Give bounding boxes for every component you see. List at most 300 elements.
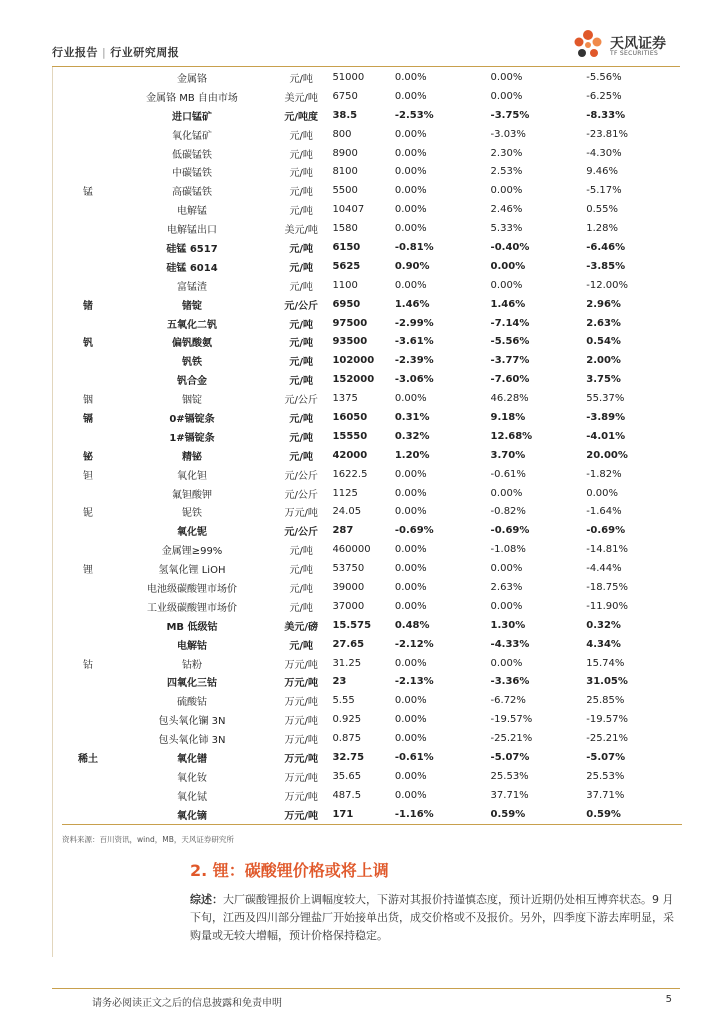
category-cell	[62, 276, 114, 295]
yearly-change-cell: -4.44%	[586, 563, 622, 575]
weekly-change-cell: 0.00%	[394, 90, 427, 102]
unit-cell: 元/吨度	[284, 111, 319, 123]
category-cell	[62, 635, 114, 654]
weekly-change-cell: 0.00%	[394, 563, 427, 575]
product-name-cell: 氧化钽	[177, 470, 208, 482]
category-cell	[62, 673, 114, 692]
table-row	[62, 125, 682, 144]
unit-cell: 元/吨	[289, 413, 314, 425]
unit-cell: 元/公斤	[284, 470, 318, 482]
category-cell	[62, 805, 114, 824]
yearly-change-cell: 0.54%	[586, 336, 621, 348]
unit-cell: 元/吨	[289, 565, 313, 577]
unit-cell: 元/公斤	[284, 395, 318, 407]
table-row	[62, 370, 682, 389]
weekly-change-cell: 1.46%	[394, 298, 430, 310]
monthly-change-cell: 2.63%	[490, 581, 523, 593]
yearly-change-cell: -11.90%	[586, 600, 628, 612]
yearly-change-cell: 55.37%	[586, 393, 625, 405]
table-row	[62, 276, 682, 295]
product-name-cell: 硅锰 6014	[166, 262, 218, 274]
section-title: 2. 锂：碳酸锂价格或将上调	[190, 861, 389, 880]
price-cell: 5.55	[332, 695, 355, 707]
monthly-change-cell: 2.53%	[490, 166, 523, 178]
table-row	[62, 521, 682, 540]
monthly-change-cell: 2.46%	[490, 204, 523, 216]
unit-cell: 万元/吨	[284, 697, 318, 709]
unit-cell: 万元/吨	[284, 659, 318, 671]
price-cell: 10407	[332, 204, 365, 216]
product-name-cell: 中碳锰铁	[172, 168, 213, 180]
weekly-change-cell: -1.16%	[395, 805, 491, 824]
monthly-change-cell: -5.07%	[490, 752, 530, 763]
weekly-change-cell: 0.00%	[394, 71, 427, 83]
price-cell: 102000	[332, 355, 375, 367]
product-name-cell: 四氧化三钴	[167, 678, 218, 690]
product-name-cell: 电解钴	[177, 640, 208, 652]
header-divider	[52, 66, 680, 67]
yearly-change-cell: 2.63%	[586, 317, 621, 329]
footer-divider	[52, 988, 680, 989]
weekly-change-cell: -2.99%	[394, 317, 434, 329]
price-cell: 23	[332, 676, 347, 688]
product-name-cell: 金属铬 MB 自由市场	[146, 92, 238, 104]
category-cell	[62, 786, 114, 805]
yearly-change-cell: 2.00%	[586, 355, 621, 367]
table-row	[62, 238, 682, 257]
price-cell: 6150	[332, 241, 361, 253]
category-cell	[62, 729, 114, 748]
price-cell: 35.65	[332, 770, 362, 782]
unit-cell: 元/吨	[289, 130, 313, 142]
table-row	[62, 408, 682, 427]
weekly-change-cell: 0.00%	[394, 695, 427, 707]
price-cell: 8900	[332, 147, 358, 159]
weekly-change-cell: 0.48%	[394, 619, 430, 631]
price-cell: 1100	[332, 279, 358, 291]
product-name-cell: MB 低级钴	[166, 621, 218, 633]
yearly-change-cell: 15.74%	[586, 657, 625, 669]
yearly-change-cell: 0.32%	[586, 619, 621, 631]
unit-cell: 元/公斤	[284, 300, 319, 312]
category-cell	[62, 257, 114, 276]
price-cell: 16050	[332, 411, 368, 423]
monthly-change-cell: 9.18%	[490, 411, 526, 423]
price-cell: 460000	[332, 544, 371, 556]
table-row	[62, 427, 682, 446]
category-cell	[62, 767, 114, 786]
table-row	[62, 710, 682, 729]
price-cell: 31.25	[332, 657, 362, 669]
price-table	[62, 68, 682, 825]
unit-cell: 元/吨	[289, 546, 313, 558]
weekly-change-cell: 0.00%	[394, 657, 427, 669]
product-name-cell: 富锰渣	[177, 281, 208, 293]
table-row	[62, 484, 682, 503]
price-cell: 6950	[332, 298, 361, 310]
table-row	[62, 597, 682, 616]
product-name-cell: 金属锂≥99%	[161, 546, 223, 558]
monthly-change-cell: -3.36%	[490, 676, 530, 688]
yearly-change-cell: -0.69%	[586, 525, 626, 537]
product-name-cell: 钒合金	[177, 376, 208, 388]
category-cell	[62, 219, 114, 238]
category-cell	[62, 370, 114, 389]
yearly-change-cell: -1.64%	[586, 506, 622, 518]
unit-cell: 元/吨	[289, 583, 313, 595]
category-cell	[62, 68, 114, 87]
logo-flower-icon	[570, 26, 606, 62]
weekly-change-cell: 0.00%	[394, 393, 427, 405]
category-cell	[62, 162, 114, 181]
page-number: 5	[665, 994, 672, 1005]
table-row	[62, 465, 682, 484]
product-name-cell: 进口锰矿	[172, 111, 213, 123]
footer-disclaimer: 请务必阅读正文之后的信息披露和免责申明	[92, 998, 282, 1009]
unit-cell: 万元/吨	[284, 772, 318, 784]
monthly-change-cell: -7.60%	[490, 374, 530, 386]
table-row	[62, 314, 682, 333]
yearly-change-cell: -6.25%	[586, 90, 622, 102]
weekly-change-cell: 0.32%	[394, 430, 430, 442]
table-row	[62, 87, 682, 106]
monthly-change-cell: -5.56%	[490, 336, 530, 348]
table-row	[62, 654, 682, 673]
product-name-cell: 工业级碳酸锂市场价	[147, 602, 238, 614]
price-cell: 15.575	[332, 619, 372, 631]
unit-cell: 元/公斤	[284, 489, 318, 501]
weekly-change-cell: -3.06%	[394, 374, 434, 386]
weekly-change-cell: 0.00%	[394, 468, 427, 480]
product-name-cell: 铌铁	[182, 508, 203, 520]
yearly-change-cell: 0.59%	[586, 805, 682, 824]
unit-cell: 元/吨	[289, 206, 313, 218]
monthly-change-cell: 3.70%	[490, 449, 526, 461]
category-cell	[62, 87, 114, 106]
table-row	[62, 578, 682, 597]
weekly-change-cell: 0.00%	[394, 581, 427, 593]
weekly-change-cell: 0.90%	[394, 260, 430, 272]
weekly-change-cell: 1.20%	[394, 449, 430, 461]
unit-cell: 元/吨	[289, 243, 314, 255]
section-body	[190, 891, 680, 945]
monthly-change-cell: 0.00%	[490, 487, 523, 499]
monthly-change-cell: 0.00%	[490, 600, 523, 612]
price-cell: 39000	[332, 581, 365, 593]
monthly-change-cell: 2.30%	[490, 147, 523, 159]
category-cell: 镉	[83, 413, 93, 425]
weekly-change-cell: -2.12%	[394, 638, 434, 650]
yearly-change-cell: 0.00%	[586, 487, 619, 499]
category-cell	[62, 238, 114, 257]
category-cell	[62, 484, 114, 503]
monthly-change-cell: 37.71%	[490, 789, 529, 801]
monthly-change-cell: -3.77%	[490, 355, 530, 367]
product-name-cell: 氧化镝	[114, 805, 270, 824]
price-cell: 1580	[332, 223, 358, 235]
category-cell: 铋	[83, 451, 93, 463]
product-name-cell: 电解锰	[177, 206, 208, 218]
price-cell: 38.5	[332, 109, 358, 121]
page-header	[52, 44, 179, 60]
company-logo	[570, 26, 680, 62]
weekly-change-cell: 0.31%	[394, 411, 430, 423]
unit-cell: 元/吨	[289, 281, 313, 293]
unit-cell: 美元/吨	[284, 92, 318, 104]
weekly-change-cell: 0.00%	[394, 185, 427, 197]
category-cell	[62, 200, 114, 219]
weekly-change-cell: 0.00%	[394, 487, 427, 499]
product-name-cell: 硅锰 6517	[166, 243, 218, 255]
yearly-change-cell: -5.17%	[586, 185, 622, 197]
product-name-cell: 高碳锰铁	[172, 187, 213, 199]
yearly-change-cell: 1.28%	[586, 223, 619, 235]
table-source: 资料来源：百川资讯，wind，MB，天风证券研究所	[62, 835, 234, 844]
product-name-cell: 氧化钕	[177, 772, 208, 784]
price-cell: 6750	[332, 90, 358, 102]
weekly-change-cell: -3.61%	[394, 336, 434, 348]
unit-cell: 元/吨	[289, 451, 314, 463]
table-row	[62, 805, 682, 824]
table-row	[62, 162, 682, 181]
category-cell: 铌	[83, 508, 93, 520]
unit-cell: 元/吨	[289, 187, 313, 199]
yearly-change-cell: 20.00%	[586, 449, 628, 461]
monthly-change-cell: 12.68%	[490, 430, 533, 442]
category-cell: 锂	[83, 565, 93, 577]
table-row	[62, 389, 682, 408]
monthly-change-cell: -0.82%	[490, 506, 526, 518]
table-row	[62, 559, 682, 578]
table-row	[62, 729, 682, 748]
yearly-change-cell: 25.85%	[586, 695, 625, 707]
weekly-change-cell: 0.00%	[394, 147, 427, 159]
price-cell: 0.875	[332, 733, 362, 745]
unit-cell: 元/吨	[289, 262, 314, 274]
yearly-change-cell: 25.53%	[586, 770, 625, 782]
weekly-change-cell: 0.00%	[394, 770, 427, 782]
price-cell: 53750	[332, 563, 365, 575]
price-cell: 37000	[332, 600, 365, 612]
yearly-change-cell: -5.07%	[586, 752, 626, 763]
yearly-change-cell: -18.75%	[586, 581, 628, 593]
category-cell	[62, 427, 114, 446]
category-cell	[62, 710, 114, 729]
product-name-cell: 1#镉锭条	[169, 432, 215, 444]
unit-cell: 万元/吨	[284, 735, 318, 747]
weekly-change-cell: 0.00%	[394, 714, 427, 726]
weekly-change-cell: 0.00%	[394, 544, 427, 556]
price-cell: 24.05	[332, 506, 362, 518]
weekly-change-cell: -0.81%	[394, 241, 434, 253]
weekly-change-cell: 0.00%	[394, 600, 427, 612]
monthly-change-cell: 0.00%	[490, 563, 523, 575]
category-cell: 钒	[83, 338, 93, 350]
weekly-change-cell: 0.00%	[394, 733, 427, 745]
table-row	[62, 332, 682, 351]
category-cell: 锰	[83, 187, 93, 199]
monthly-change-cell: -19.57%	[490, 714, 533, 726]
yearly-change-cell: -6.46%	[586, 241, 626, 253]
table-row	[62, 144, 682, 163]
unit-cell: 元/吨	[289, 73, 313, 85]
yearly-change-cell: -3.89%	[586, 411, 626, 423]
table-row	[62, 786, 682, 805]
table-row	[62, 200, 682, 219]
yearly-change-cell: -23.81%	[586, 128, 628, 140]
category-cell	[62, 597, 114, 616]
monthly-change-cell: -0.61%	[490, 468, 526, 480]
table-row	[62, 767, 682, 786]
weekly-change-cell: 0.00%	[394, 506, 427, 518]
unit-cell: 元/吨	[289, 338, 314, 350]
category-cell: 钴	[83, 659, 93, 671]
weekly-change-cell: -2.53%	[394, 109, 434, 121]
weekly-change-cell: 0.00%	[394, 223, 427, 235]
table-row	[62, 635, 682, 654]
monthly-change-cell: 1.46%	[490, 298, 526, 310]
yearly-change-cell: 0.55%	[586, 204, 619, 216]
unit-cell: 万元/吨	[284, 508, 318, 520]
weekly-change-cell: 0.00%	[394, 789, 427, 801]
product-name-cell: 偏钒酸氨	[172, 338, 213, 350]
price-cell: 32.75	[332, 752, 365, 763]
category-cell	[62, 144, 114, 163]
monthly-change-cell: 0.00%	[490, 657, 523, 669]
table-row	[62, 68, 682, 87]
table-row	[62, 295, 682, 314]
left-margin-divider	[52, 67, 53, 957]
price-cell: 1125	[332, 487, 358, 499]
monthly-change-cell: -1.08%	[490, 544, 526, 556]
category-cell	[62, 578, 114, 597]
unit-cell: 元/公斤	[284, 527, 319, 539]
price-cell: 1375	[332, 393, 358, 405]
yearly-change-cell: -14.81%	[586, 544, 628, 556]
yearly-change-cell: 3.75%	[586, 374, 621, 386]
monthly-change-cell: 0.00%	[490, 260, 526, 272]
unit-cell: 元/吨	[289, 432, 314, 444]
monthly-change-cell: -3.03%	[490, 128, 526, 140]
product-name-cell: 电池级碳酸锂市场价	[147, 583, 238, 595]
table-row	[62, 257, 682, 276]
price-cell: 15550	[332, 430, 368, 442]
category-cell	[62, 106, 114, 125]
yearly-change-cell: 4.34%	[586, 638, 621, 650]
product-name-cell: 氧化铌	[177, 527, 208, 539]
yearly-change-cell: -3.85%	[586, 260, 626, 272]
weekly-change-cell: -0.61%	[394, 752, 434, 763]
unit-cell: 元/吨	[289, 168, 313, 180]
price-cell: 487.5	[332, 789, 362, 801]
monthly-change-cell: 0.00%	[490, 90, 523, 102]
price-cell: 8100	[332, 166, 358, 178]
monthly-change-cell: 0.00%	[490, 279, 523, 291]
logo-name: 天风证券	[610, 36, 666, 52]
yearly-change-cell: -25.21%	[586, 733, 628, 745]
unit-cell: 美元/磅	[284, 621, 319, 633]
weekly-change-cell: 0.00%	[394, 279, 427, 291]
yearly-change-cell: 37.71%	[586, 789, 625, 801]
monthly-change-cell: 5.33%	[490, 223, 523, 235]
monthly-change-cell: -4.33%	[490, 638, 530, 650]
unit-cell: 元/吨	[289, 640, 314, 652]
product-name-cell: 精铋	[182, 451, 203, 463]
price-cell: 152000	[332, 374, 375, 386]
category-cell	[62, 314, 114, 333]
category-cell: 铟	[83, 395, 93, 407]
unit-cell: 万元/吨	[270, 805, 332, 824]
weekly-change-cell: 0.00%	[394, 166, 427, 178]
yearly-change-cell: -1.82%	[586, 468, 622, 480]
weekly-change-cell: -2.13%	[394, 676, 434, 688]
category-cell	[62, 616, 114, 635]
product-name-cell: 氧化铽	[177, 791, 208, 803]
price-table-body	[62, 68, 682, 824]
category-cell	[62, 691, 114, 710]
category-cell	[62, 521, 114, 540]
monthly-change-cell: -0.69%	[490, 525, 530, 537]
price-cell: 42000	[332, 449, 368, 461]
product-name-cell: 锗锭	[182, 300, 203, 312]
yearly-change-cell: -12.00%	[586, 279, 628, 291]
monthly-change-cell: 46.28%	[490, 393, 529, 405]
price-cell: 5500	[332, 185, 358, 197]
category-cell: 稀土	[78, 754, 98, 765]
yearly-change-cell: 9.46%	[586, 166, 619, 178]
table-row	[62, 691, 682, 710]
unit-cell: 元/吨	[289, 602, 313, 614]
product-name-cell: 氧化镨	[177, 754, 208, 765]
product-name-cell: 硫酸钴	[177, 697, 208, 709]
weekly-change-cell: 0.00%	[394, 128, 427, 140]
monthly-change-cell: -3.75%	[490, 109, 530, 121]
yearly-change-cell: 2.96%	[586, 298, 621, 310]
table-row	[62, 181, 682, 200]
price-cell: 27.65	[332, 638, 365, 650]
product-name-cell: 氢氧化锂 LiOH	[158, 565, 226, 577]
section-lead: 综述：	[190, 893, 223, 906]
weekly-change-cell: -0.69%	[394, 525, 434, 537]
header-category: 行业报告	[52, 46, 98, 59]
yearly-change-cell: -4.01%	[586, 430, 626, 442]
price-cell: 93500	[332, 336, 368, 348]
category-cell: 钽	[83, 470, 93, 482]
product-name-cell: 钒铁	[182, 357, 203, 369]
product-name-cell: 电解锰出口	[167, 225, 218, 237]
header-separator: |	[102, 46, 107, 59]
unit-cell: 万元/吨	[284, 754, 319, 765]
monthly-change-cell: 1.30%	[490, 619, 526, 631]
unit-cell: 元/吨	[289, 149, 313, 161]
weekly-change-cell: 0.00%	[394, 204, 427, 216]
table-row	[62, 540, 682, 559]
weekly-change-cell: -2.39%	[394, 355, 434, 367]
category-cell: 锗	[83, 300, 93, 312]
product-name-cell: 钴粉	[182, 659, 203, 671]
yearly-change-cell: -5.56%	[586, 71, 622, 83]
monthly-change-cell: -6.72%	[490, 695, 526, 707]
yearly-change-cell: -4.30%	[586, 147, 622, 159]
price-cell: 287	[332, 525, 354, 537]
category-cell	[62, 351, 114, 370]
price-cell: 51000	[332, 71, 365, 83]
price-cell: 97500	[332, 317, 368, 329]
monthly-change-cell: -25.21%	[490, 733, 533, 745]
product-name-cell: 五氧化二钒	[167, 319, 218, 331]
monthly-change-cell: 0.00%	[490, 185, 523, 197]
table-row	[62, 502, 682, 521]
